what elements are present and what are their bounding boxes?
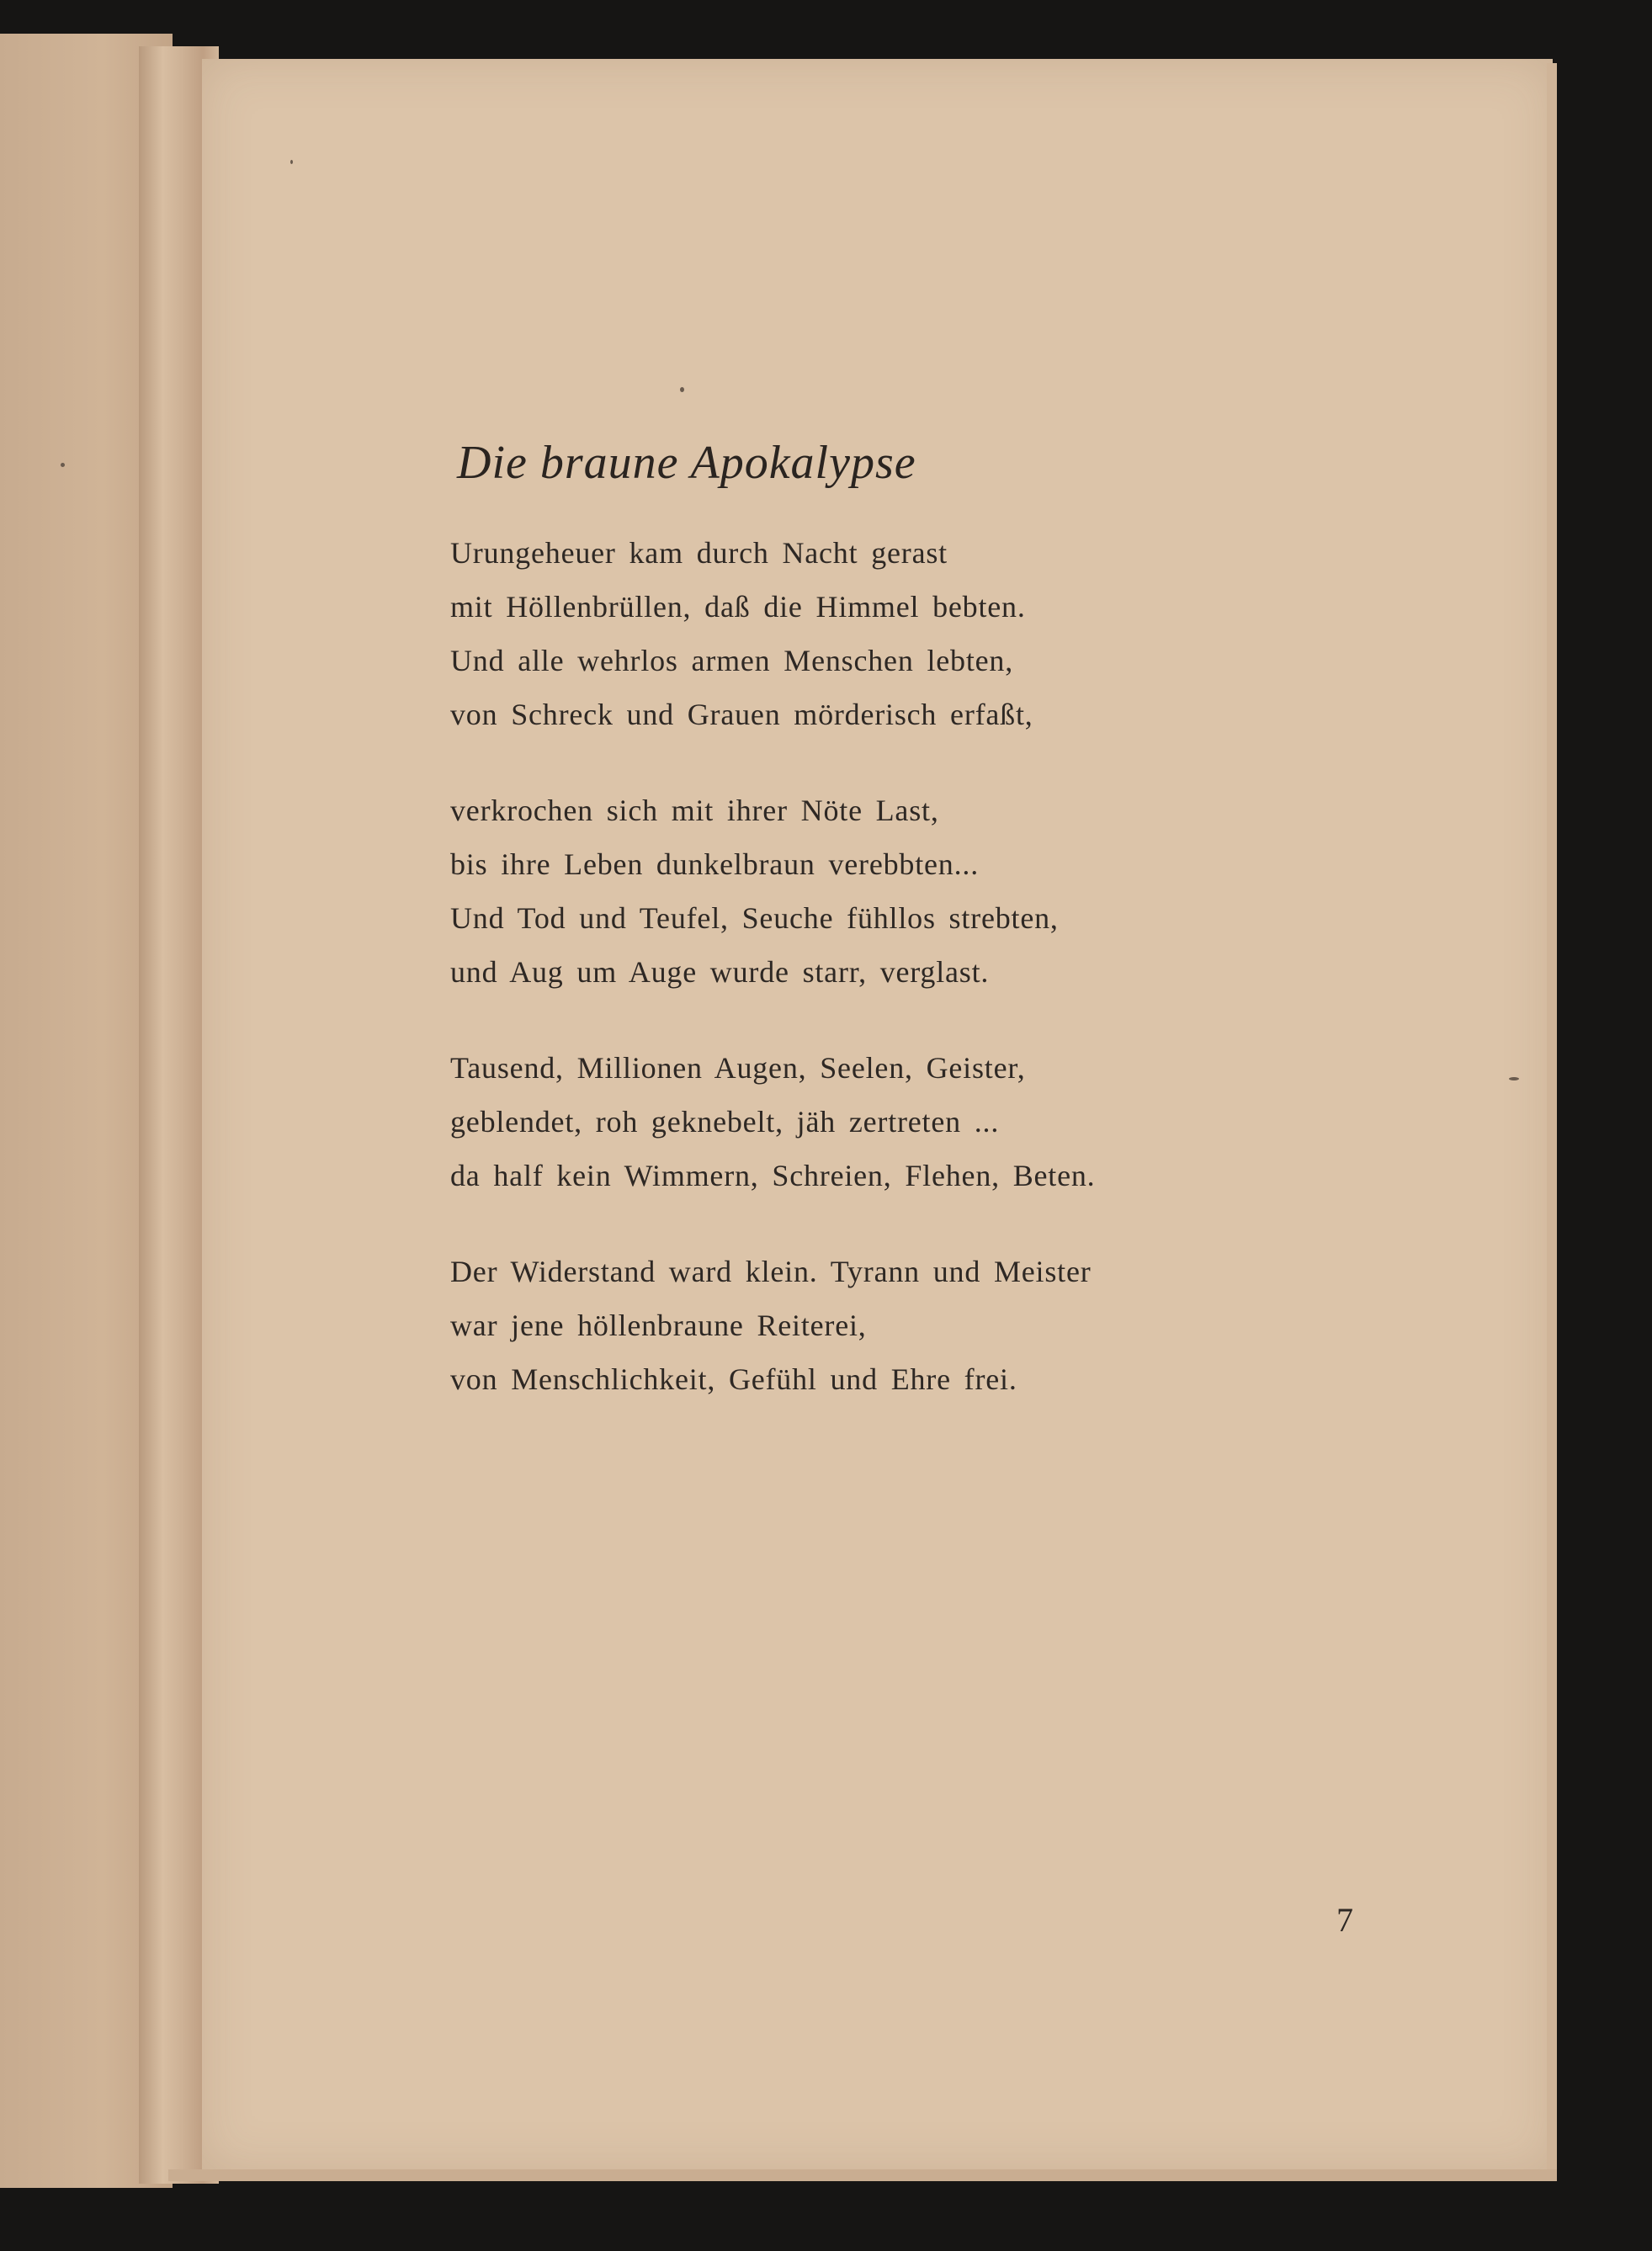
poem-line: Urungeheuer kam durch Nacht gerast: [450, 536, 948, 570]
poem-line: war jene höllenbraune Reiterei,: [450, 1309, 867, 1342]
stanza: [450, 783, 1292, 999]
paper-speck: [680, 387, 684, 392]
poem-line: da half kein Wimmern, Schreien, Flehen, Beten.: [450, 1159, 1096, 1192]
page-number: 7: [1336, 1901, 1353, 1939]
poem-line: Und Tod und Teufel, Seuche fühllos strebten,: [450, 901, 1059, 935]
poem-line: geblendet, roh geknebelt, jäh zertreten ...: [450, 1105, 1000, 1139]
stanza: [450, 526, 1292, 741]
poem-line: Der Widerstand ward klein. Tyrann und Meister: [450, 1255, 1092, 1288]
paper-speck: [290, 160, 293, 164]
poem: [450, 433, 1292, 1448]
poem-line: mit Höllenbrüllen, daß die Himmel bebten.: [450, 590, 1026, 624]
paper-speck: [1509, 1077, 1519, 1080]
poem-line: von Schreck und Grauen mörderisch erfaßt,: [450, 698, 1033, 731]
page-edge-bottom: [168, 2169, 1557, 2181]
poem-line: Tausend, Millionen Augen, Seelen, Geister,: [450, 1051, 1026, 1085]
paper-speck: [61, 463, 65, 467]
poem-line: bis ihre Leben dunkelbraun verebbten...: [450, 847, 980, 881]
stanza: [450, 1041, 1292, 1202]
poem-line: und Aug um Auge wurde starr, verglast.: [450, 955, 990, 989]
page-edge-right: [1547, 63, 1557, 2171]
poem-line: verkrochen sich mit ihrer Nöte Last,: [450, 794, 939, 827]
poem-line: Und alle wehrlos armen Menschen lebten,: [450, 644, 1013, 677]
poem-title: Die braune Apokalypse: [457, 437, 916, 489]
poem-line: von Menschlichkeit, Gefühl und Ehre frei.: [450, 1362, 1017, 1396]
stanza: [450, 1245, 1292, 1406]
